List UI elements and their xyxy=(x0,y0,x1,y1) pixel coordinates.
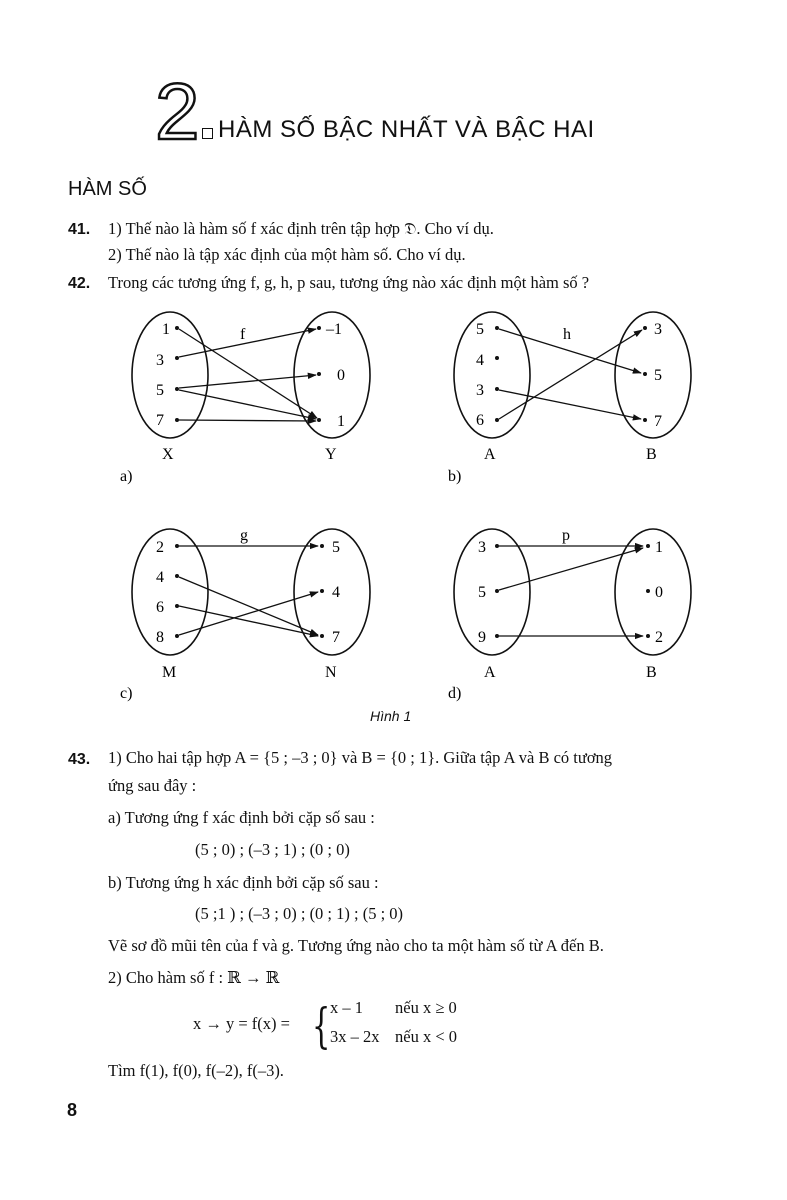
elem-y-0: 0 xyxy=(337,367,345,384)
case-1-expr: x – 1 xyxy=(330,998,363,1017)
elem-b-3: 3 xyxy=(654,321,662,338)
problem-43-find: Tìm f(1), f(0), f(–2), f(–3). xyxy=(108,1061,284,1080)
chapter-number: 2 xyxy=(155,67,200,156)
elem-b-5: 5 xyxy=(654,367,662,384)
elem-n-7: 7 xyxy=(332,629,340,646)
piecewise-brace: { xyxy=(312,998,331,1054)
set-a2-name: A xyxy=(484,664,496,681)
case-2-cond: nếu x < 0 xyxy=(395,1027,458,1046)
figure-caption: Hình 1 xyxy=(370,708,412,724)
elem-a2-9: 9 xyxy=(478,629,486,646)
problem-42-text: Trong các tương ứng f, g, h, p sau, tương ứng nào xác định một hàm số ? xyxy=(108,273,590,292)
elem-b2-2: 2 xyxy=(655,629,663,646)
elem-a-5: 5 xyxy=(476,321,484,338)
problem-43-part-b-pairs: (5 ;1 ) ; (–3 ; 0) ; (0 ; 1) ; (5 ; 0) xyxy=(195,904,404,923)
map-g-label: g xyxy=(240,527,248,544)
elem-a2-5: 5 xyxy=(478,584,486,601)
elem-m-6: 6 xyxy=(156,599,164,616)
diagram-d xyxy=(448,527,691,702)
elem-b-7: 7 xyxy=(654,413,662,430)
set-n-name: N xyxy=(325,664,337,681)
elem-x-7: 7 xyxy=(156,412,164,429)
elem-y-1: 1 xyxy=(337,413,345,430)
elem-a-4: 4 xyxy=(476,352,484,369)
elem-y-neg1: –1 xyxy=(326,321,342,338)
elem-m-4: 4 xyxy=(156,569,164,586)
diagram-c-label: c) xyxy=(120,685,133,702)
map-f-label: f xyxy=(240,326,246,343)
elem-x-3: 3 xyxy=(156,352,164,369)
set-b-ellipse xyxy=(615,312,691,438)
set-b2-name: B xyxy=(646,664,657,681)
diagram-a xyxy=(120,312,370,485)
diagram-c xyxy=(120,527,370,702)
page-number: 8 xyxy=(67,1100,78,1120)
elem-m-8: 8 xyxy=(156,629,164,646)
section-title: HÀM SỐ xyxy=(68,178,147,200)
map-p-label: p xyxy=(562,527,570,544)
elem-b2-0: 0 xyxy=(655,584,663,601)
elem-x-5: 5 xyxy=(156,382,164,399)
set-b-name: B xyxy=(646,446,657,463)
case-1-cond: nếu x ≥ 0 xyxy=(395,998,457,1017)
diagram-b-label: b) xyxy=(448,468,462,485)
set-a-ellipse xyxy=(454,312,530,438)
set-m-name: M xyxy=(162,664,177,681)
elem-x-1: 1 xyxy=(162,321,170,338)
problem-41-line1: 1) Thế nào là hàm số f xác định trên tập hợp 𝔇. Cho ví dụ. xyxy=(108,219,494,238)
case-2-expr: 3x – 2x xyxy=(330,1027,380,1046)
problem-43-number: 43. xyxy=(68,751,91,768)
problem-43-part-b: b) Tương ứng h xác định bởi cặp số sau : xyxy=(108,873,379,892)
set-y-name: Y xyxy=(325,446,337,463)
elem-n-4: 4 xyxy=(332,584,340,601)
problem-43-draw-instruction: Vẽ sơ đồ mũi tên của f và g. Tương ứng nào cho ta một hàm số từ A đến B. xyxy=(108,936,604,955)
problem-41-number: 41. xyxy=(68,221,91,238)
diagram-a-label: a) xyxy=(120,468,133,485)
function-lhs: x → y = f(x) = xyxy=(193,1014,290,1033)
problem-43-part-a: a) Tương ứng f xác định bởi cặp số sau : xyxy=(108,808,375,827)
set-a-name: A xyxy=(484,446,496,463)
problem-43-part-2: 2) Cho hàm số f : ℝ → ℝ xyxy=(108,968,280,987)
diagram-d-label: d) xyxy=(448,685,462,702)
diagram-b xyxy=(448,312,691,485)
map-h-label: h xyxy=(563,326,571,343)
set-x-name: X xyxy=(162,446,174,463)
elem-m-2: 2 xyxy=(156,539,164,556)
problem-43-line2: ứng sau đây : xyxy=(108,776,197,795)
elem-a-3: 3 xyxy=(476,382,484,399)
set-m-ellipse xyxy=(132,529,208,655)
problem-43-part-a-pairs: (5 ; 0) ; (–3 ; 1) ; (0 ; 0) xyxy=(195,840,350,859)
set-x-ellipse xyxy=(132,312,208,438)
elem-a-6: 6 xyxy=(476,412,484,429)
problem-43-line1: 1) Cho hai tập hợp A = {5 ; –3 ; 0} và B = {0 ; 1}. Giữa tập A và B có tương xyxy=(108,748,613,767)
elem-b2-1: 1 xyxy=(655,539,663,556)
problem-42-number: 42. xyxy=(68,275,91,292)
elem-n-5: 5 xyxy=(332,539,340,556)
elem-a2-3: 3 xyxy=(478,539,486,556)
chapter-title: HÀM SỐ BẬC NHẤT VÀ BẬC HAI xyxy=(218,116,595,143)
problem-41-line2: 2) Thế nào là tập xác định của một hàm số. Cho ví dụ. xyxy=(108,245,466,264)
